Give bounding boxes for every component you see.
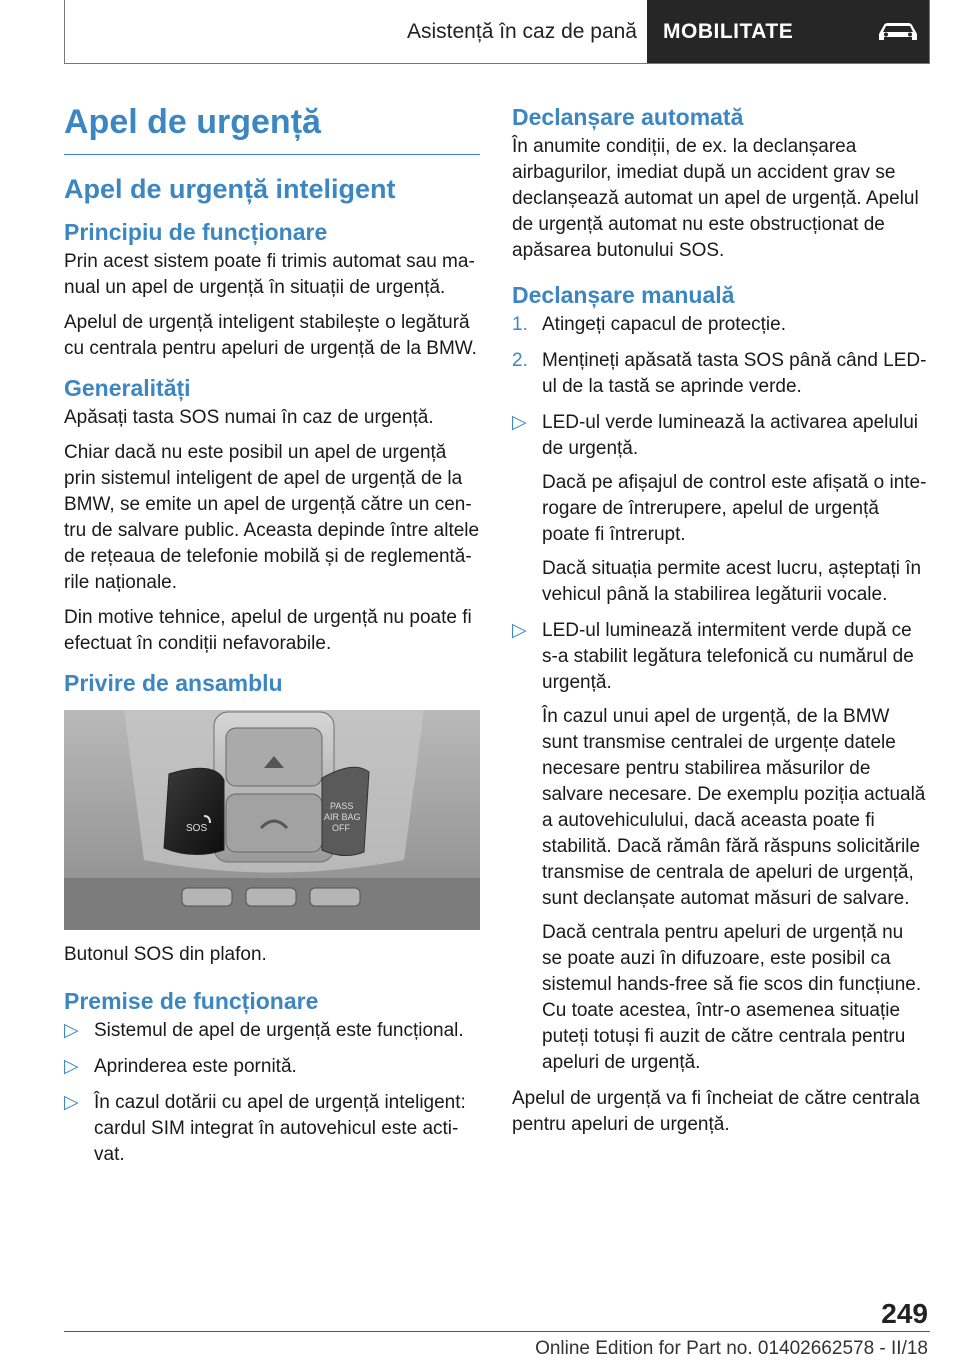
list-item: 2. Mențineți apăsată tasta SOS până când LED-ul de la tastă se aprinde verde. [512,350,927,397]
right-column [512,100,928,1147]
list-item: ▷ Aprinderea este pornită. [64,1054,480,1080]
footer-divider [64,1331,930,1332]
list-item: ▷ Sistemul de apel de urgență este funcțional. [64,1018,480,1044]
sub-paragraph: Dacă situația permite acest lucru, așteptați în vehicul până la stabilirea legăturii vocale. [542,558,922,605]
airbag-label: AIR BAG [324,812,361,822]
header-chapter-title: MOBILITATE [663,19,794,43]
sub-paragraph: Dacă pe afișajul de control este afișată o interogare de întrerupere, apelul de urgență poate fi întrerupt. [542,472,927,545]
page-number: 249 [881,1298,928,1329]
auto-trigger-paragraph: În anumite condiții, de ex. la declanșarea airbagurilor, imediat după un accident grav se declanșează automat un apel de urgență. Apelul de urgență automat nu este obstrucționat de apăsarea butonului SOS. [512,136,919,261]
list-item: ▷ LED-ul verde luminează la activarea apelului de urgență. Dacă pe afișajul de control este afișată o interogare de întrerupere, apelul de urgență poate fi întrerupt. Dacă situația permite acest lucru, așteptați în vehicul până la stabilirea legăturii vocale. [512,410,928,608]
footer-edition: Online Edition for Part no. 01402662578 - II/18 [535,1338,928,1359]
manual-steps [512,312,928,1076]
sos-label: SOS [186,823,208,834]
principle-paragraph: Apelul de urgență inteligent stabilește o legătură cu centrala pentru apeluri de urgență de la BMW. [64,312,477,359]
list-item: 1. Atingeți capacul de protecție. [512,314,786,335]
sub-paragraph: Dacă centrala pentru apeluri de urgență nu se poate auzi în difuzoare, este posibil ca sistemul hands-free să fie scos din funcțiune. Cu toate acestea, într-o asemenea situație puteți totuși fi auzit de către centrala pentru apeluri de urgență. [542,922,922,1073]
list-item: ▷ În cazul dotării cu apel de urgență inteligent: cardul SIM integrat în autovehicul este activat. [64,1092,466,1165]
general-paragraph: Chiar dacă nu este posibil un apel de urgență prin sistemul inteligent de apel de urgență de la BMW, se emite un apel de urgență către un centru de salvare public. Aceasta depinde între altele de rețeaua de telefonie mobilă și de reglementările naționale. [64,442,480,593]
bullet-icon: ▷ [64,1092,79,1113]
general-paragraph: Apăsați tasta SOS numai în caz de urgență. [64,407,434,428]
page-title: Apel de urgență [64,100,480,155]
page-header [64,0,930,64]
bullet-icon: ▷ [64,1056,79,1077]
overview-heading: Privire de ansamblu [64,670,283,696]
principle-heading: Principiu de funcționare [64,219,328,245]
general-paragraph: Din motive tehnice, apelul de urgență nu poate fi efectuat în condiții nefavorabile. [64,607,472,654]
bullet-icon: ▷ [64,1020,79,1041]
section-heading: Apel de urgență inteligent [64,174,396,204]
header-chapter [647,0,929,63]
image-caption: Butonul SOS din plafon. [64,944,267,965]
header-section-title: Asistență în caz de pană [407,19,637,43]
pass-label: PASS [330,801,354,811]
prereq-heading: Premise de funcționare [64,988,319,1014]
list-item: ▷ LED-ul luminează intermitent verde după ce s-a stabilit legătura telefonică cu numărul de urgență. În cazul unui apel de urgență, de la BMW sunt transmise centralei de urgențe datele necesare pentru stabilirea măsurilor de salvare necesare. De exemplu poziția actuală a autovehiculului, dacă aceasta poate fi stabilită. Dacă rămân fără răspuns solicitările transmise de centrala de apeluri de urgență, sunt declanșate automat măsuri de salvare. Dacă centrala pentru apeluri de urgență nu se poate auzi în difuzoare, este posibil ca sistemul hands-free să fie scos din funcțiune. Cu toate acestea, într-o asemenea situație puteți totuși fi auzit de către centrala pentru apeluri de urgență. [512,618,928,1076]
prereq-list [64,1018,480,1168]
car-icon [875,20,921,44]
bullet-icon: ▷ [512,620,527,641]
left-column [64,100,480,1178]
bullet-icon: ▷ [512,412,527,433]
general-heading: Generalități [64,375,191,401]
auto-trigger-heading: Declanșare automată [512,104,744,130]
manual-trigger-heading: Declanșare manuală [512,282,735,308]
closing-paragraph: Apelul de urgență va fi încheiat de către centrala pentru apeluri de urgență. [512,1088,920,1135]
principle-paragraph: Prin acest sistem poate fi trimis automat sau manual un apel de urgență în situații de urgență. [64,251,475,298]
off-label: OFF [332,823,350,833]
sos-button-photo [64,710,480,930]
sub-paragraph: În cazul unui apel de urgență, de la BMW sunt transmise centralei de urgențe datele necesare pentru stabilirea măsurilor de salvare necesare. De exemplu poziția actuală a autovehiculului, dacă aceasta poate fi stabilită. Dacă rămân fără răspuns solicitările transmise de centrala de apeluri de urgență, sunt declanșate automat măsuri de salvare. [542,706,926,909]
